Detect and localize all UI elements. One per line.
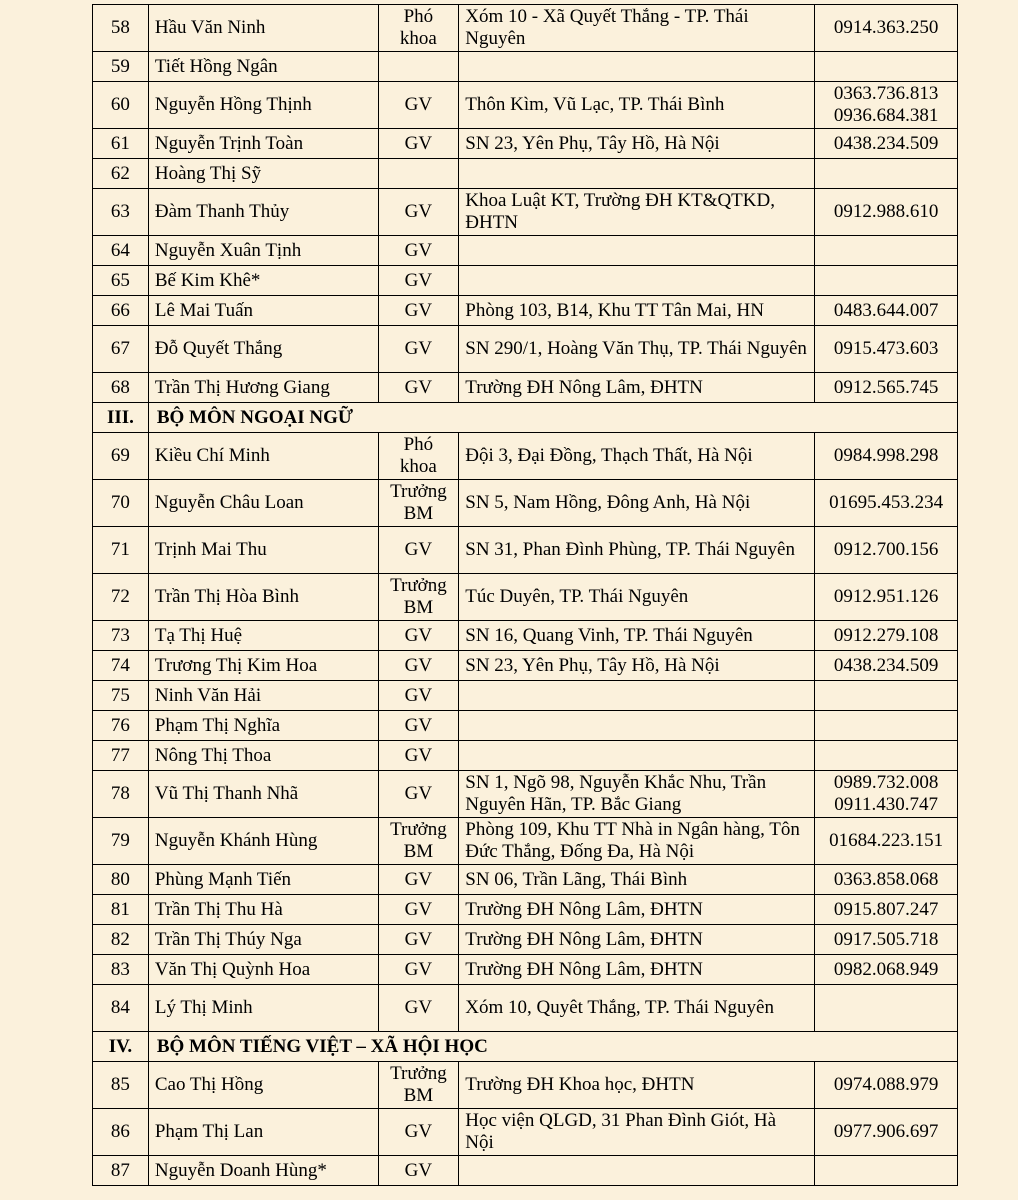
row-number: 80 [93,865,149,895]
staff-position: Trưởng BM [378,574,459,621]
staff-name: Trịnh Mai Thu [148,527,378,574]
staff-address: SN 5, Nam Hồng, Đông Anh, Hà Nội [459,480,815,527]
staff-phone-cell [815,741,958,771]
staff-name: Hoàng Thị Sỹ [148,159,378,189]
table-row [93,1109,958,1156]
table-row [93,433,958,480]
staff-phone-cell [815,52,958,82]
staff-name: Trần Thị Thúy Nga [148,925,378,955]
staff-phone: 0915.807.247 [833,898,939,920]
staff-phone: 0483.644.007 [833,299,939,321]
staff-position: Trưởng BM [378,1062,459,1109]
staff-address: Đội 3, Đại Đồng, Thạch Thất, Hà Nội [459,433,815,480]
row-number: 83 [93,955,149,985]
document-page [92,4,960,1186]
staff-position: GV [378,711,459,741]
table-row [93,574,958,621]
row-number: 66 [93,296,149,326]
row-number: 60 [93,82,149,129]
staff-position: GV [378,681,459,711]
staff-position: GV [378,129,459,159]
row-number: 81 [93,895,149,925]
staff-phone: 0438.234.509 [833,654,939,676]
staff-position: GV [378,865,459,895]
section-title: BỘ MÔN NGOẠI NGỮ [148,403,957,433]
staff-phone: 0912.700.156 [833,539,939,560]
staff-name: Nông Thị Thoa [148,741,378,771]
staff-phone: 0912.279.108 [833,624,939,646]
staff-address: Trường ĐH Nông Lâm, ĐHTN [459,955,815,985]
staff-name: Nguyễn Xuân Tịnh [148,236,378,266]
staff-name: Phạm Thị Lan [148,1109,378,1156]
staff-address: SN 06, Trần Lãng, Thái Bình [459,865,815,895]
staff-phone-cell [815,189,958,236]
row-number: 58 [93,5,149,52]
row-number: 74 [93,651,149,681]
staff-phone: 0363.858.068 [833,868,939,890]
row-number: 73 [93,621,149,651]
staff-position: GV [378,189,459,236]
staff-phone-cell [815,621,958,651]
staff-phone: 0914.363.250 [833,17,939,38]
staff-name: Ninh Văn Hải [148,681,378,711]
staff-name: Nguyễn Hồng Thịnh [148,82,378,129]
staff-phone: 0363.736.813 [833,83,939,104]
table-row [93,955,958,985]
staff-name: Văn Thị Quỳnh Hoa [148,955,378,985]
staff-address: Trường ĐH Nông Lâm, ĐHTN [459,373,815,403]
staff-phone-cell [815,82,958,129]
staff-address: Thôn Kìm, Vũ Lạc, TP. Thái Bình [459,82,815,129]
staff-name: Tạ Thị Huệ [148,621,378,651]
row-number: 67 [93,326,149,373]
staff-phone: 0936.684.381 [833,105,939,126]
staff-address [459,741,815,771]
staff-phone-cell [815,159,958,189]
section-number: III. [93,403,149,433]
staff-name: Cao Thị Hồng [148,1062,378,1109]
staff-position: GV [378,771,459,818]
table-row [93,266,958,296]
staff-position: GV [378,236,459,266]
row-number: 76 [93,711,149,741]
staff-phone: 0984.998.298 [833,445,939,466]
staff-directory-table [92,4,958,1186]
staff-phone-cell [815,326,958,373]
table-row [93,296,958,326]
staff-phone: 0912.951.126 [833,586,939,607]
staff-position: GV [378,82,459,129]
staff-address: Phòng 103, B14, Khu TT Tân Mai, HN [459,296,815,326]
staff-name: Hầu Văn Ninh [148,5,378,52]
staff-address [459,681,815,711]
section-number: IV. [93,1032,149,1062]
staff-phone-cell [815,266,958,296]
row-number: 70 [93,480,149,527]
staff-phone-cell [815,895,958,925]
table-row [93,985,958,1032]
staff-phone-cell [815,651,958,681]
staff-address [459,159,815,189]
staff-phone: 0989.732.008 [833,772,939,793]
staff-phone: 01695.453.234 [829,492,944,513]
table-row [93,741,958,771]
staff-phone-cell [815,296,958,326]
table-row [93,681,958,711]
staff-phone-cell [815,1062,958,1109]
staff-phone-cell [815,527,958,574]
row-number: 79 [93,818,149,865]
row-number: 87 [93,1156,149,1186]
staff-address: Túc Duyên, TP. Thái Nguyên [459,574,815,621]
staff-name: Phùng Mạnh Tiến [148,865,378,895]
table-row [93,925,958,955]
staff-position: GV [378,373,459,403]
staff-name: Nguyễn Khánh Hùng [148,818,378,865]
row-number: 68 [93,373,149,403]
staff-phone-cell [815,480,958,527]
row-number: 75 [93,681,149,711]
staff-position: GV [378,985,459,1032]
staff-position: GV [378,925,459,955]
staff-address: Trường ĐH Nông Lâm, ĐHTN [459,925,815,955]
staff-position [378,52,459,82]
staff-phone: 0911.430.747 [834,794,938,815]
staff-position: GV [378,326,459,373]
staff-phone: 0974.088.979 [833,1074,939,1095]
table-row [93,236,958,266]
staff-name: Trương Thị Kim Hoa [148,651,378,681]
staff-name: Lý Thị Minh [148,985,378,1032]
table-row [93,5,958,52]
staff-position: Trưởng BM [378,480,459,527]
table-row [93,1062,958,1109]
table-row [93,1156,958,1186]
table-row [93,373,958,403]
table-row [93,621,958,651]
table-row [93,651,958,681]
staff-phone: 0912.988.610 [833,201,939,222]
staff-phone-cell [815,373,958,403]
staff-position: Trưởng BM [378,818,459,865]
table-row [93,771,958,818]
staff-phone-cell [815,681,958,711]
staff-name: Bế Kim Khê* [148,266,378,296]
staff-phone-cell [815,925,958,955]
row-number: 84 [93,985,149,1032]
staff-position: GV [378,1109,459,1156]
staff-name: Trần Thị Hương Giang [148,373,378,403]
staff-address: Khoa Luật KT, Trường ĐH KT&QTKD, ĐHTN [459,189,815,236]
row-number: 77 [93,741,149,771]
staff-address: Học viện QLGD, 31 Phan Đình Giót, Hà Nội [459,1109,815,1156]
row-number: 82 [93,925,149,955]
staff-position: GV [378,527,459,574]
staff-phone: 0917.505.718 [833,928,939,950]
staff-phone-cell [815,236,958,266]
table-row [93,865,958,895]
staff-name: Phạm Thị Nghĩa [148,711,378,741]
staff-address [459,1156,815,1186]
staff-name: Trần Thị Thu Hà [148,895,378,925]
row-number: 85 [93,1062,149,1109]
staff-position: GV [378,955,459,985]
staff-address: SN 23, Yên Phụ, Tây Hồ, Hà Nội [459,129,815,159]
staff-name: Đàm Thanh Thủy [148,189,378,236]
staff-address [459,266,815,296]
staff-name: Đỗ Quyết Thắng [148,326,378,373]
staff-phone-cell [815,865,958,895]
row-number: 63 [93,189,149,236]
staff-position: GV [378,895,459,925]
staff-address: Xóm 10, Quyêt Thắng, TP. Thái Nguyên [459,985,815,1032]
table-row [93,189,958,236]
staff-position: Phó khoa [378,5,459,52]
staff-address: Xóm 10 - Xã Quyết Thắng - TP. Thái Nguyên [459,5,815,52]
staff-phone-cell [815,5,958,52]
row-number: 61 [93,129,149,159]
row-number: 59 [93,52,149,82]
staff-position: GV [378,1156,459,1186]
staff-position: GV [378,621,459,651]
staff-name: Nguyễn Châu Loan [148,480,378,527]
staff-address: Phòng 109, Khu TT Nhà in Ngân hàng, Tôn Đức Thắng, Đống Đa, Hà Nội [459,818,815,865]
staff-address: SN 1, Ngõ 98, Nguyễn Khắc Nhu, Trần Nguyên Hãn, TP. Bắc Giang [459,771,815,818]
staff-address: SN 16, Quang Vinh, TP. Thái Nguyên [459,621,815,651]
staff-address: SN 290/1, Hoàng Văn Thụ, TP. Thái Nguyên [459,326,815,373]
staff-address [459,711,815,741]
staff-phone: 0438.234.509 [833,132,939,154]
staff-position: Phó khoa [378,433,459,480]
staff-phone-cell [815,574,958,621]
table-row [93,159,958,189]
staff-position: GV [378,296,459,326]
staff-address: Trường ĐH Khoa học, ĐHTN [459,1062,815,1109]
table-row [93,326,958,373]
table-row [93,818,958,865]
staff-name: Kiều Chí Minh [148,433,378,480]
table-row [93,52,958,82]
staff-address: SN 23, Yên Phụ, Tây Hồ, Hà Nội [459,651,815,681]
staff-phone-cell [815,711,958,741]
table-row [93,129,958,159]
row-number: 64 [93,236,149,266]
table-row [93,711,958,741]
staff-phone-cell [815,129,958,159]
row-number: 72 [93,574,149,621]
staff-phone: 0915.473.603 [833,338,939,359]
row-number: 69 [93,433,149,480]
staff-phone: 0977.906.697 [833,1121,939,1142]
table-row [93,895,958,925]
staff-phone-cell [815,433,958,480]
row-number: 78 [93,771,149,818]
staff-address [459,52,815,82]
staff-address [459,236,815,266]
table-row [93,82,958,129]
staff-name: Tiết Hồng Ngân [148,52,378,82]
staff-position: GV [378,651,459,681]
staff-phone: 0982.068.949 [833,958,939,980]
staff-phone: 01684.223.151 [829,830,944,851]
row-number: 86 [93,1109,149,1156]
staff-phone-cell [815,771,958,818]
staff-name: Trần Thị Hòa Bình [148,574,378,621]
section-title: BỘ MÔN TIẾNG VIỆT – XÃ HỘI HỌC [148,1032,957,1062]
staff-name: Vũ Thị Thanh Nhã [148,771,378,818]
staff-phone-cell [815,818,958,865]
section-header-row [93,1032,958,1062]
staff-position [378,159,459,189]
table-row [93,527,958,574]
staff-phone-cell [815,985,958,1032]
staff-phone: 0912.565.745 [833,376,939,398]
staff-phone-cell [815,1109,958,1156]
row-number: 71 [93,527,149,574]
staff-name: Nguyễn Doanh Hùng* [148,1156,378,1186]
row-number: 62 [93,159,149,189]
staff-position: GV [378,266,459,296]
staff-phone-cell [815,955,958,985]
row-number: 65 [93,266,149,296]
staff-name: Nguyễn Trịnh Toàn [148,129,378,159]
staff-phone-cell [815,1156,958,1186]
staff-address: Trường ĐH Nông Lâm, ĐHTN [459,895,815,925]
section-header-row [93,403,958,433]
staff-position: GV [378,741,459,771]
staff-name: Lê Mai Tuấn [148,296,378,326]
staff-address: SN 31, Phan Đình Phùng, TP. Thái Nguyên [459,527,815,574]
table-row [93,480,958,527]
